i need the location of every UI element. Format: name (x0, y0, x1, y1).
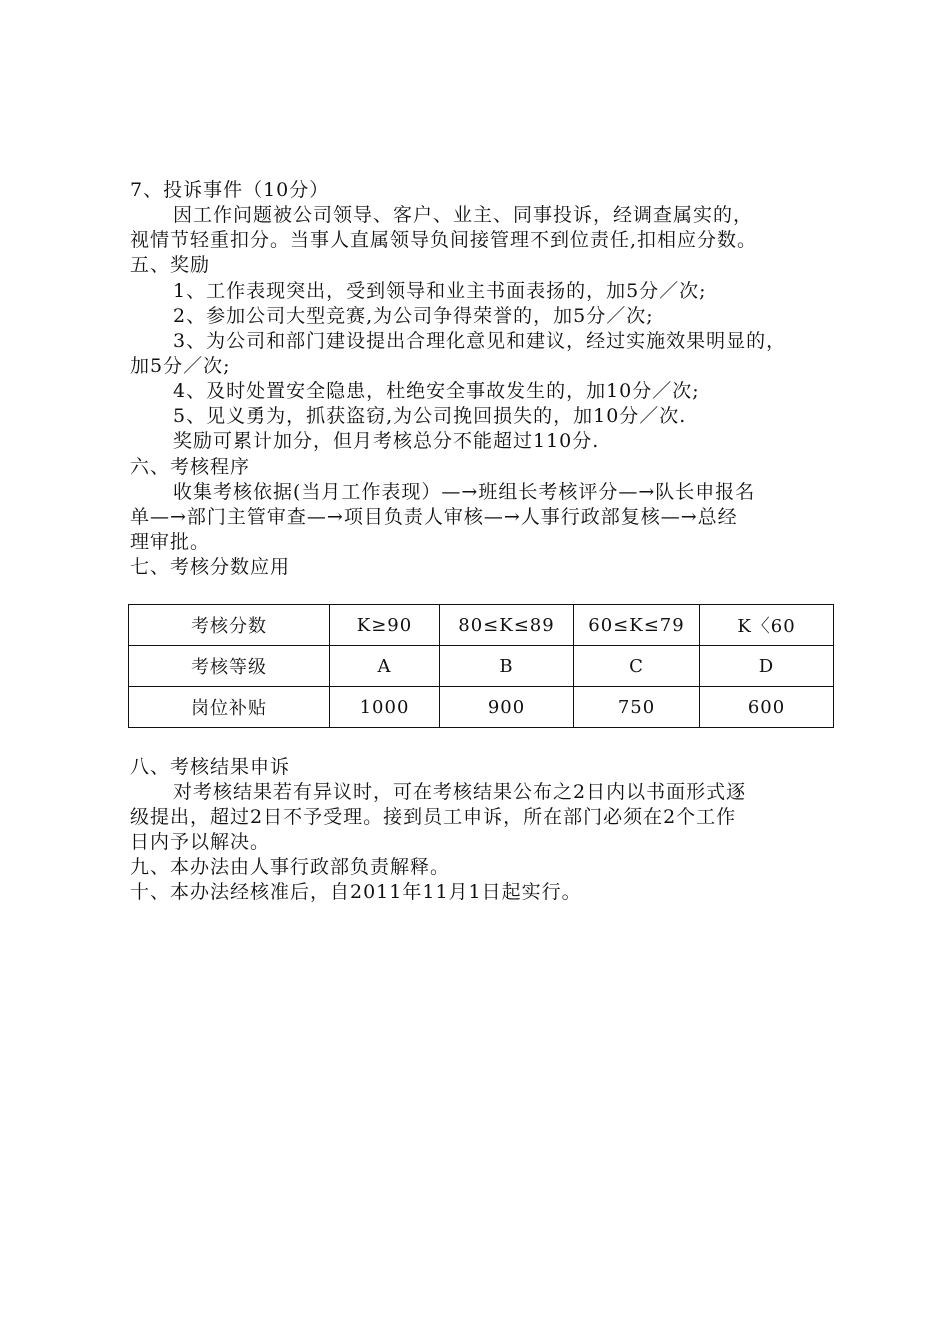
table-cell: 750 (574, 687, 700, 728)
section-7b-title: 七、考核分数应用 (130, 556, 291, 578)
table-cell: K≥90 (330, 605, 440, 646)
table-cell: 1000 (330, 687, 440, 728)
reward-item-4: 4、及时处置安全隐患，杜绝安全事故发生的，加10分／次; (173, 380, 700, 402)
table-cell: D (700, 646, 834, 687)
section-8-title: 八、考核结果申诉 (130, 756, 291, 778)
reward-item-3: 3、为公司和部门建设提出合理化意见和建议，经过实施效果明显的， (173, 330, 787, 352)
table-row (129, 605, 834, 646)
section-6-title: 六、考核程序 (130, 456, 251, 478)
section-7-title: 7、投诉事件（10分） (130, 179, 330, 201)
table-row (129, 646, 834, 687)
table-row (129, 687, 834, 728)
section-9: 九、本办法由人事行政部负责解释。 (130, 856, 451, 878)
reward-item-1: 1、工作表现突出，受到领导和业主书面表扬的，加5分／次; (173, 280, 707, 302)
procedure-text: 单—→部门主管审查—→项目负责人审核—→人事行政部复核—→总经 (130, 506, 738, 528)
table-cell: 900 (440, 687, 574, 728)
section-7-body: 视情节轻重扣分。当事人直属领导负间接管理不到位责任,扣相应分数。 (130, 229, 758, 251)
section-10: 十、本办法经核准后，自2011年11月1日起实行。 (130, 881, 582, 903)
table-cell: 考核等级 (129, 646, 330, 687)
appeal-text: 级提出，超过2日不予受理。接到员工申诉，所在部门必须在2个工作 (130, 806, 737, 828)
reward-note: 奖励可累计加分，但月考核总分不能超过110分. (173, 430, 600, 452)
table-cell: A (330, 646, 440, 687)
table-cell: 考核分数 (129, 605, 330, 646)
section-7-body: 因工作问题被公司领导、客户、业主、同事投诉，经调查属实的， (173, 204, 754, 226)
reward-item-5: 5、见义勇为，抓获盗窃,为公司挽回损失的，加10分／次. (173, 405, 687, 427)
procedure-text: 收集考核依据(当月工作表现）—→班组长考核评分—→队长申报名 (173, 481, 756, 503)
table-cell: 岗位补贴 (129, 687, 330, 728)
reward-item-3-cont: 加5分／次; (130, 355, 231, 377)
score-table (128, 604, 834, 728)
table-cell: C (574, 646, 700, 687)
table-cell: 600 (700, 687, 834, 728)
table-cell: K〈60 (700, 605, 834, 646)
procedure-text: 理审批。 (130, 531, 211, 553)
appeal-text: 日内予以解决。 (130, 831, 271, 853)
table-cell: 60≤K≤79 (574, 605, 700, 646)
table-cell: B (440, 646, 574, 687)
table-cell: 80≤K≤89 (440, 605, 574, 646)
reward-item-2: 2、参加公司大型竞赛,为公司争得荣誉的，加5分／次; (173, 305, 654, 327)
appeal-text: 对考核结果若有异议时，可在考核结果公布之2日内以书面形式逐 (173, 781, 747, 803)
section-5-title: 五、奖励 (130, 254, 211, 276)
